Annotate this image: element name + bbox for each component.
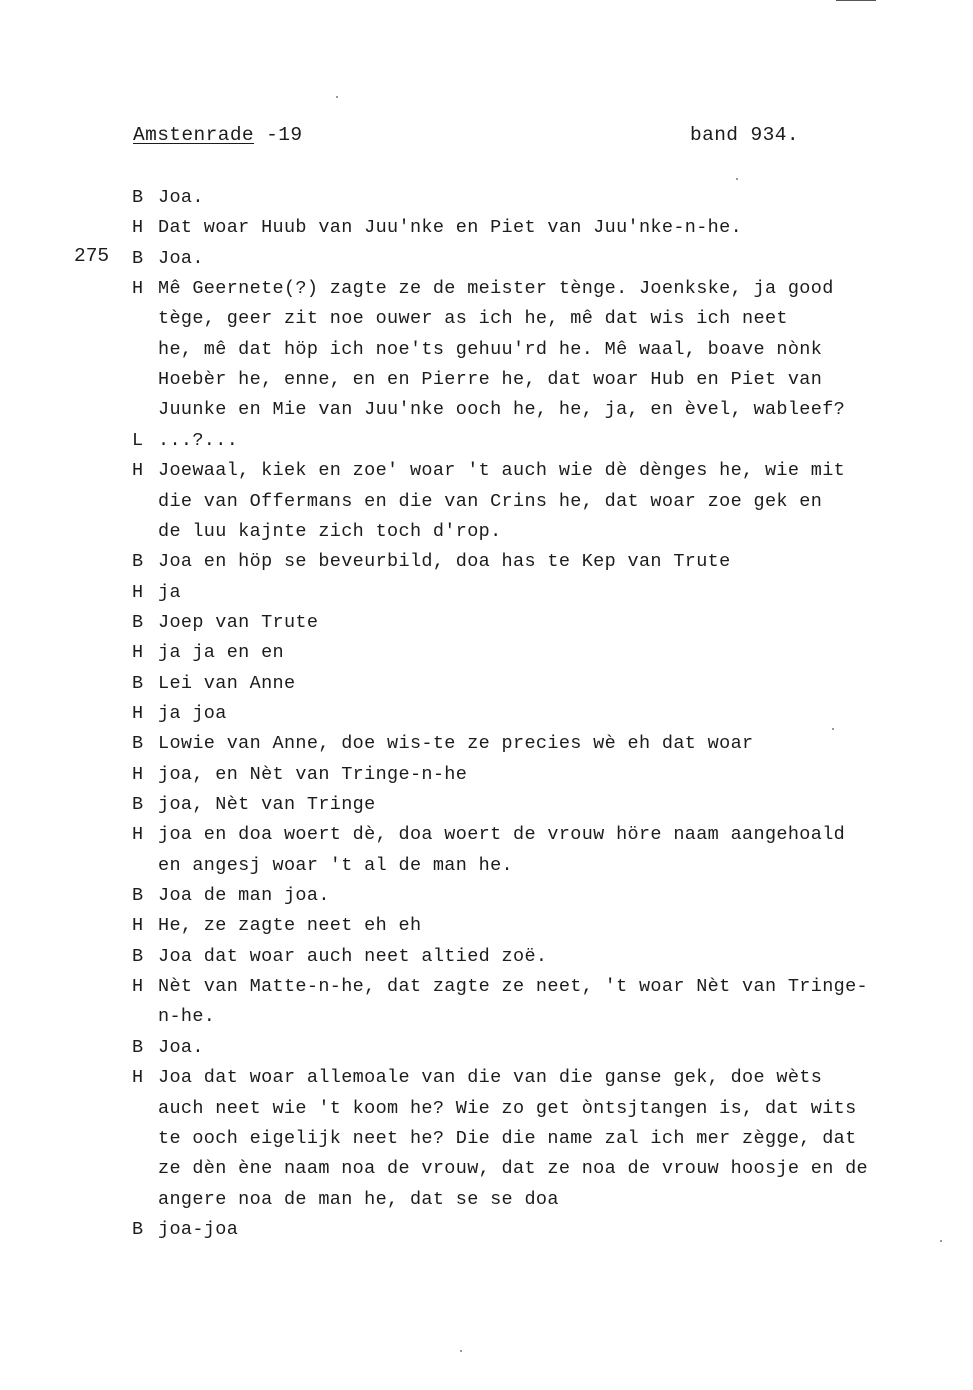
- transcript-line: ...?...: [158, 429, 239, 451]
- transcript-line: joa, en Nèt van Tringe-n-he: [158, 763, 468, 785]
- speaker-label: L: [132, 429, 144, 451]
- transcript-line: en angesj woar 't al de man he.: [158, 854, 514, 876]
- transcript-line: te ooch eigelijk neet he? Die die name zal ich mer zègge, dat: [158, 1127, 857, 1149]
- transcript-line: joa, Nèt van Tringe: [158, 794, 376, 815]
- transcript-line: Joa.: [158, 1036, 204, 1058]
- transcript-line: He, ze zagte neet eh eh: [158, 915, 422, 937]
- transcript-line: Mê Geernete(?) zagte ze de meister tènge. Joenkske, ja good: [158, 278, 834, 300]
- transcript-line: Hoebèr he, enne, en en Pierre he, dat woar Hub en Piet van: [158, 369, 823, 391]
- transcript-line: joa-joa: [158, 1218, 239, 1240]
- speaker-label: H: [132, 976, 144, 998]
- line-number: 275: [74, 245, 110, 267]
- scan-speck: [940, 1240, 942, 1242]
- transcript-line: tège, geer zit noe ouwer as ich he, mê dat wis ich neet: [158, 308, 788, 330]
- transcript-line: he, mê dat höp ich noe'ts gehuu'rd he. Mê waal, boave nònk: [158, 338, 823, 360]
- scan-speck: [736, 178, 738, 180]
- speaker-label: B: [132, 794, 144, 815]
- speaker-label: H: [132, 824, 144, 846]
- speaker-label: H: [132, 278, 144, 300]
- transcript-line: ja ja en en: [158, 642, 284, 664]
- speaker-label: H: [132, 702, 144, 724]
- speaker-label: B: [132, 885, 144, 907]
- scan-speck: [460, 1350, 462, 1352]
- transcript-line: die van Offermans en die van Crins he, dat woar zoe gek en: [158, 490, 823, 512]
- scan-speck: [336, 96, 338, 98]
- speaker-label: B: [132, 945, 144, 967]
- header-place-name: Amstenrade: [133, 124, 255, 146]
- transcript-line: Lowie van Anne, doe wis-te ze precies wè eh dat woar: [158, 733, 754, 755]
- scan-speck: [832, 728, 834, 730]
- header-number: -19: [266, 124, 303, 146]
- speaker-label: B: [132, 187, 144, 208]
- speaker-label: H: [132, 1067, 144, 1089]
- speaker-label: B: [132, 672, 144, 694]
- header-place: [133, 124, 302, 146]
- speaker-label: B: [132, 611, 144, 633]
- transcript-line: Nèt van Matte-n-he, dat zagte ze neet, 't woar Nèt van Tringe-: [158, 976, 869, 998]
- transcript-line: n-he.: [158, 1006, 216, 1028]
- transcript-line: Joa dat woar auch neet altied zoë.: [158, 945, 548, 967]
- header-band: band 934.: [690, 124, 799, 146]
- transcript-line: Joewaal, kiek en zoe' woar 't auch wie dè dènges he, wie mit: [158, 460, 846, 482]
- speaker-label: B: [132, 733, 144, 755]
- transcript-line: joa en doa woert dè, doa woert de vrouw höre naam aangehoald: [158, 824, 846, 846]
- speaker-label: H: [132, 642, 144, 664]
- transcript-line: Joa en höp se beveurbild, doa has te Kep van Trute: [158, 551, 731, 573]
- speaker-label: H: [132, 217, 144, 239]
- top-rule: [836, 0, 876, 1]
- speaker-label: H: [132, 460, 144, 482]
- transcript-line: Joa de man joa.: [158, 885, 330, 907]
- speaker-label: B: [132, 1218, 144, 1240]
- transcript-line: Joa.: [158, 187, 204, 208]
- transcript-line: ja joa: [158, 702, 227, 724]
- transcript-line: Dat woar Huub van Juu'nke en Piet van Juu'nke-n-he.: [158, 217, 743, 239]
- speaker-label: H: [132, 763, 144, 785]
- transcript-line: Joep van Trute: [158, 611, 319, 633]
- transcript-line: Juunke en Mie van Juu'nke ooch he, he, ja, en èvel, wableef?: [158, 399, 846, 421]
- transcript-line: de luu kajnte zich toch d'rop.: [158, 520, 502, 542]
- speaker-label: B: [132, 1036, 144, 1058]
- speaker-label: B: [132, 551, 144, 573]
- speaker-label: H: [132, 915, 144, 937]
- transcript-line: auch neet wie 't koom he? Wie zo get òntsjtangen is, dat wits: [158, 1097, 857, 1119]
- transcript-line: ja: [158, 581, 181, 603]
- transcript-line: ze dèn ène naam noa de vrouw, dat ze noa de vrouw hoosje en de: [158, 1158, 869, 1180]
- transcript-line: Joa.: [158, 247, 204, 269]
- speaker-label: B: [132, 247, 144, 269]
- transcript-line: Joa dat woar allemoale van die van die ganse gek, doe wèts: [158, 1067, 823, 1089]
- transcript-line: Lei van Anne: [158, 672, 296, 694]
- transcript-line: angere noa de man he, dat se se doa: [158, 1188, 559, 1210]
- speaker-label: H: [132, 581, 144, 603]
